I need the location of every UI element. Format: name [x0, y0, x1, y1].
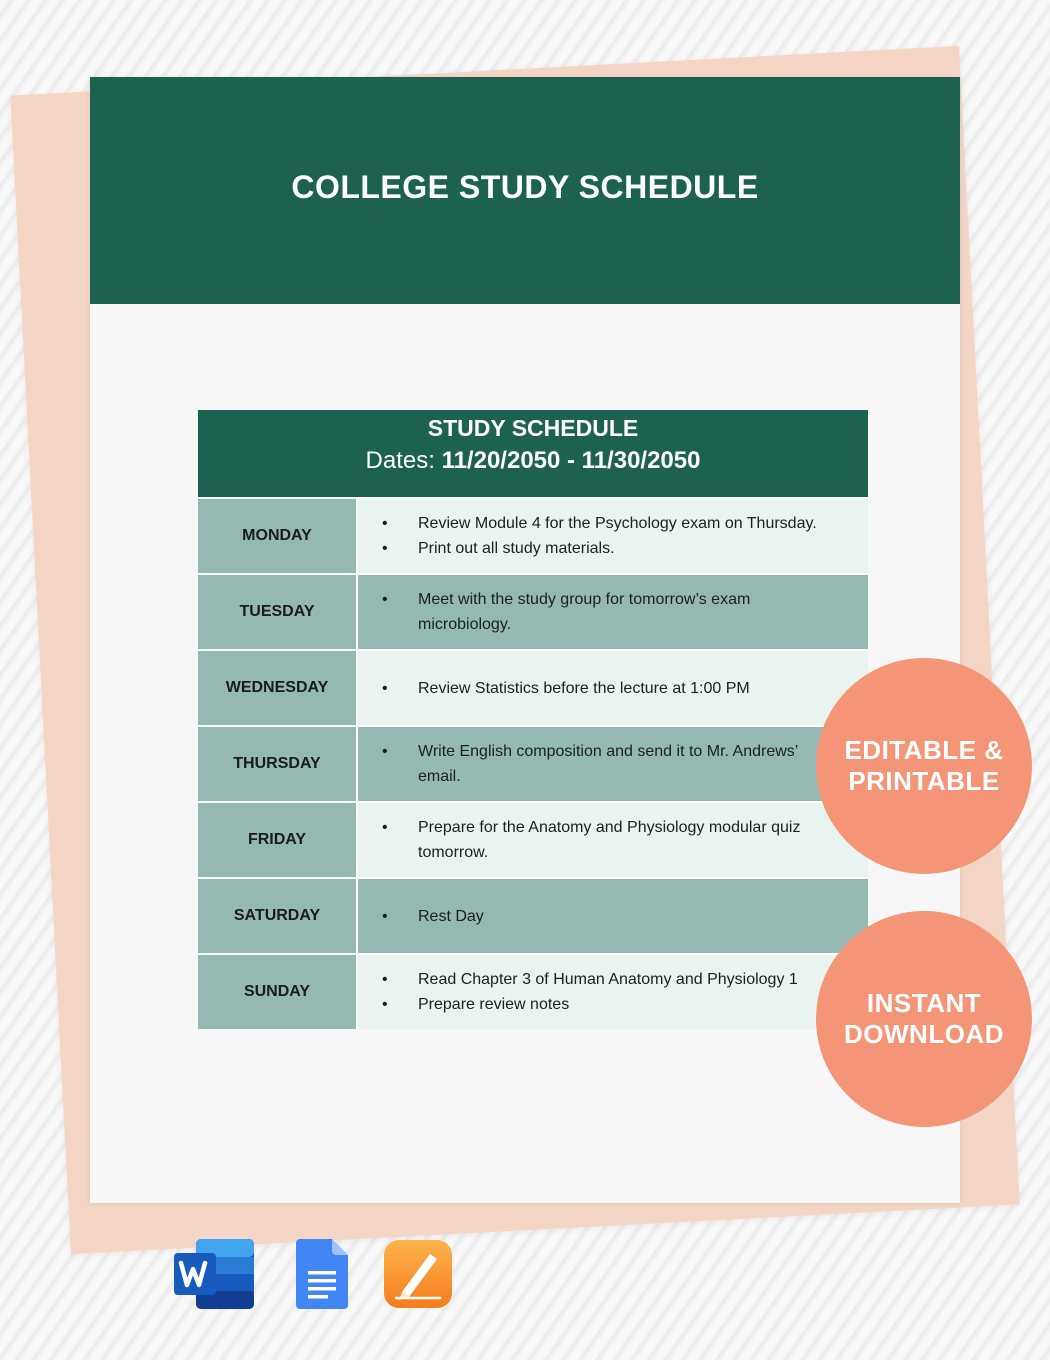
task-item: • Prepare review notes: [382, 992, 868, 1017]
table-row: [198, 877, 868, 953]
task-list: [358, 727, 868, 801]
task-list: [358, 955, 868, 1029]
task-item: • Review Module 4 for the Psychology exam on Thursday.: [382, 511, 868, 536]
task-item: • Write English composition and send it to Mr. Andrews’ email.: [382, 739, 868, 789]
day-label: TUESDAY: [198, 575, 358, 649]
task-list: [358, 499, 868, 573]
instant-download-badge: [816, 911, 1032, 1127]
task-item: • Review Statistics before the lecture at 1:00 PM: [382, 676, 868, 701]
table-row: [198, 649, 868, 725]
day-label: MONDAY: [198, 499, 358, 573]
word-icon[interactable]: [174, 1239, 254, 1309]
editable-printable-badge: [816, 658, 1032, 874]
badge-download-line1: INSTANT: [866, 988, 982, 1018]
badge-editable-line2: PRINTABLE: [848, 766, 1000, 796]
day-label: SUNDAY: [198, 955, 358, 1029]
task-item: • Prepare for the Anatomy and Physiology modular quiz tomorrow.: [382, 815, 868, 865]
dates-label: Dates:: [365, 447, 435, 474]
schedule-rows: [198, 497, 868, 1029]
badge-download-line2: DOWNLOAD: [844, 1019, 1004, 1049]
google-docs-icon[interactable]: [296, 1239, 348, 1309]
table-row: [198, 801, 868, 877]
schedule-title: STUDY SCHEDULE: [427, 415, 639, 441]
table-row: [198, 573, 868, 649]
day-label: THURSDAY: [198, 727, 358, 801]
day-label: WEDNESDAY: [198, 651, 358, 725]
task-item: • Meet with the study group for tomorrow’s exam microbiology.: [382, 587, 868, 637]
task-item: • Rest Day: [382, 904, 868, 929]
dates-value: 11/20/2050 - 11/30/2050: [441, 447, 701, 474]
pages-icon[interactable]: [384, 1240, 452, 1308]
task-list: [358, 879, 868, 953]
study-schedule-table: [198, 410, 868, 1029]
table-row: [198, 497, 868, 573]
schedule-dates: [198, 443, 868, 479]
badge-editable-line1: EDITABLE &: [844, 735, 1004, 765]
task-list: [358, 651, 868, 725]
task-item: • Print out all study materials.: [382, 536, 868, 561]
table-row: [198, 725, 868, 801]
page-header: [90, 77, 960, 304]
task-item: • Read Chapter 3 of Human Anatomy and Physiology 1: [382, 967, 868, 992]
day-label: FRIDAY: [198, 803, 358, 877]
table-row: [198, 953, 868, 1029]
task-list: [358, 575, 868, 649]
schedule-header: [198, 410, 868, 497]
page-title: COLLEGE STUDY SCHEDULE: [291, 169, 759, 205]
task-list: [358, 803, 868, 877]
day-label: SATURDAY: [198, 879, 358, 953]
